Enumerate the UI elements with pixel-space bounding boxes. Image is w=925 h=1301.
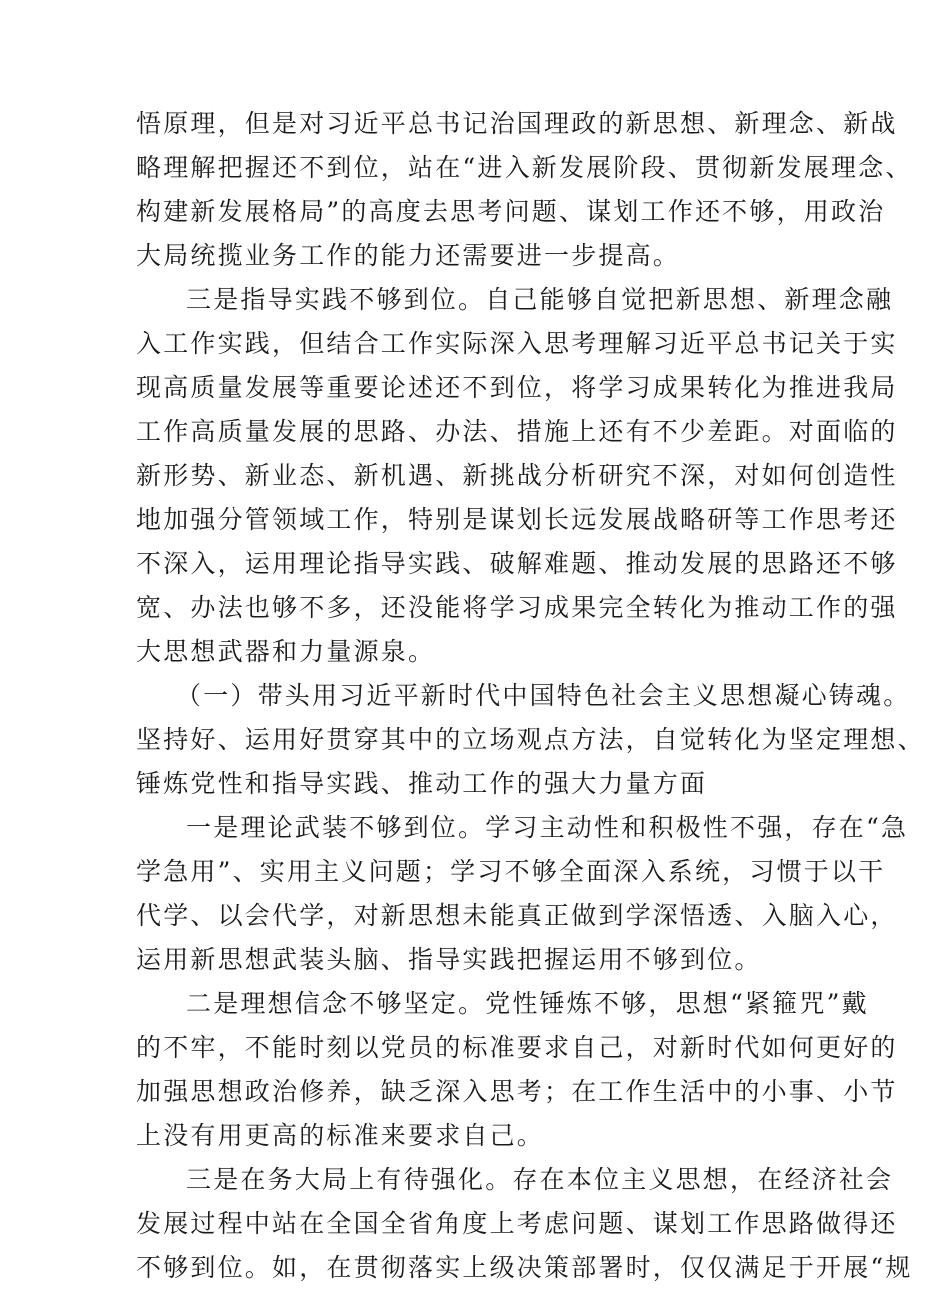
text-line: 的不牢，不能时刻以党员的标准要求自己，对新时代如何更好的 <box>136 1033 898 1062</box>
text-line: 不够到位。如，在贯彻落实上级决策部署时，仅仅满足于开展“规 <box>136 1253 913 1282</box>
text-line: 发展过程中站在全国全省角度上考虑问题、谋划工作思路做得还 <box>136 1209 898 1238</box>
text-line: 现高质量发展等重要论述还不到位，将学习成果转化为推进我局 <box>136 373 898 402</box>
paragraph-start-line: 一是理论武装不够到位。学习主动性和积极性不强，存在“急 <box>186 813 909 842</box>
text-line: 地加强分管领域工作，特别是谋划长远发展战略研等工作思考还 <box>136 505 898 534</box>
paragraph-start-line: 二是理想信念不够坚定。党性锤炼不够，思想“紧箍咒”戴 <box>186 989 869 1018</box>
text-line: 学急用”、实用主义问题；学习不够全面深入系统，习惯于以干 <box>136 857 886 886</box>
text-line: 大局统揽业务工作的能力还需要进一步提高。 <box>136 241 681 270</box>
section-heading-line: （一）带头用习近平新时代中国特色社会主义思想凝心铸魂。 <box>176 681 911 710</box>
text-line: 构建新发展格局”的高度去思考问题、谋划工作还不够，用政治 <box>136 197 886 226</box>
text-line: 悟原理，但是对习近平总书记治国理政的新思想、新理念、新战 <box>136 109 898 138</box>
text-line: 上没有用更高的标准来要求自己。 <box>136 1121 545 1150</box>
text-line: 坚持好、运用好贯穿其中的立场观点方法，自觉转化为坚定理想、 <box>136 725 925 754</box>
text-line: 不深入，运用理论指导实践、破解难题、推动发展的思路还不够 <box>136 549 898 578</box>
text-line: 加强思想政治修养，缺乏深入思考；在工作生活中的小事、小节 <box>136 1077 898 1106</box>
text-line: 运用新思想武装头脑、指导实践把握运用不够到位。 <box>136 945 762 974</box>
text-line: 新形势、新业态、新机遇、新挑战分析研究不深，对如何创造性 <box>136 461 898 490</box>
paragraph-start-line: 三是指导实践不够到位。自己能够自觉把新思想、新理念融 <box>186 285 894 314</box>
text-line: 入工作实践，但结合工作实际深入思考理解习近平总书记关于实 <box>136 329 898 358</box>
text-line: 代学、以会代学，对新思想未能真正做到学深悟透、入脑入心， <box>136 901 898 930</box>
text-line: 工作高质量发展的思路、办法、措施上还有不少差距。对面临的 <box>136 417 898 446</box>
text-line: 宽、办法也够不多，还没能将学习成果完全转化为推动工作的强 <box>136 593 898 622</box>
paragraph-start-line: 三是在务大局上有待强化。存在本位主义思想，在经济社会 <box>186 1165 894 1194</box>
text-line: 锤炼党性和指导实践、推动工作的强大力量方面 <box>136 769 708 798</box>
text-line: 略理解把握还不到位，站在“进入新发展阶段、贯彻新发展理念、 <box>136 153 913 182</box>
text-line: 大思想武器和力量源泉。 <box>136 637 436 666</box>
